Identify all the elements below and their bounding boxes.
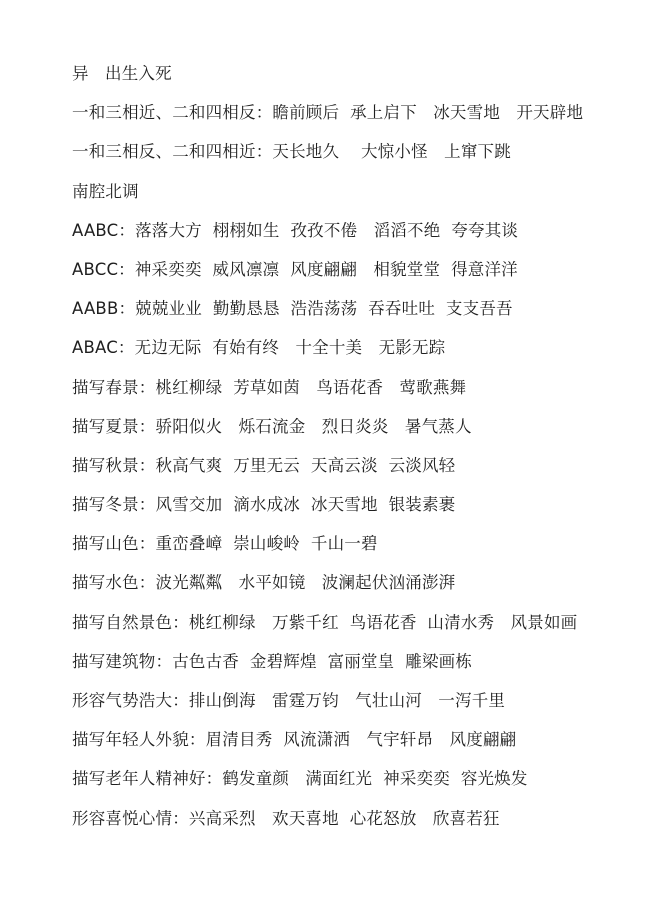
text-line-11: 描写秋景：秋高气爽 万里无云 天高云淡 云淡风轻 — [72, 455, 456, 475]
text-line-5: AABC：落落大方 栩栩如生 孜孜不倦 滔滔不绝 夸夸其谈 — [72, 220, 519, 240]
text-line-7: AABB：兢兢业业 勤勤恳恳 浩浩荡荡 吞吞吐吐 支支吾吾 — [72, 299, 513, 319]
text-line-12: 描写冬景：风雪交加 滴水成冰 冰天雪地 银装素裹 — [72, 495, 456, 515]
text-line-13: 描写山色：重峦叠嶂 崇山峻岭 千山一碧 — [72, 534, 378, 554]
text-line-16: 描写建筑物：古色古香 金碧辉煌 富丽堂皇 雕梁画栋 — [72, 651, 473, 671]
text-line-6: ABCC：神采奕奕 威风凛凛 风度翩翩 相貌堂堂 得意洋洋 — [72, 259, 518, 279]
text-line-4: 南腔北调 — [72, 181, 139, 201]
text-line-8: ABAC：无边无际 有始有终 十全十美 无影无踪 — [72, 338, 446, 358]
text-line-10: 描写夏景：骄阳似火 烁石流金 烈日炎炎 暑气蒸人 — [72, 416, 472, 436]
text-line-19: 描写老年人精神好：鹤发童颜 满面红光 神采奕奕 容光焕发 — [72, 769, 528, 789]
text-line-14: 描写水色：波光粼粼 水平如镜 波澜起伏汹涌澎湃 — [72, 573, 456, 593]
text-line-1: 异 出生入死 — [72, 64, 172, 83]
text-line-20: 形容喜悦心情：兴高采烈 欢天喜地 心花怒放 欣喜若狂 — [72, 808, 500, 828]
text-line-2: 一和三相近、二和四相反：瞻前顾后 承上启下 冰天雪地 开天辟地 — [72, 103, 584, 123]
text-line-3: 一和三相反、二和四相近：天长地久 大惊小怪 上窜下跳 — [72, 142, 511, 162]
text-line-9: 描写春景：桃红柳绿 芳草如茵 鸟语花香 莺歌燕舞 — [72, 377, 467, 397]
document-body — [72, 62, 642, 846]
text-line-15: 描写自然景色：桃红柳绿 万紫千红 鸟语花香 山清水秀 风景如画 — [72, 612, 578, 632]
text-line-17: 形容气势浩大：排山倒海 雷霆万钧 气壮山河 一泻千里 — [72, 691, 506, 710]
text-line-18: 描写年轻人外貌：眉清目秀 风流潇洒 气宇轩昂 风度翩翩 — [72, 730, 517, 750]
